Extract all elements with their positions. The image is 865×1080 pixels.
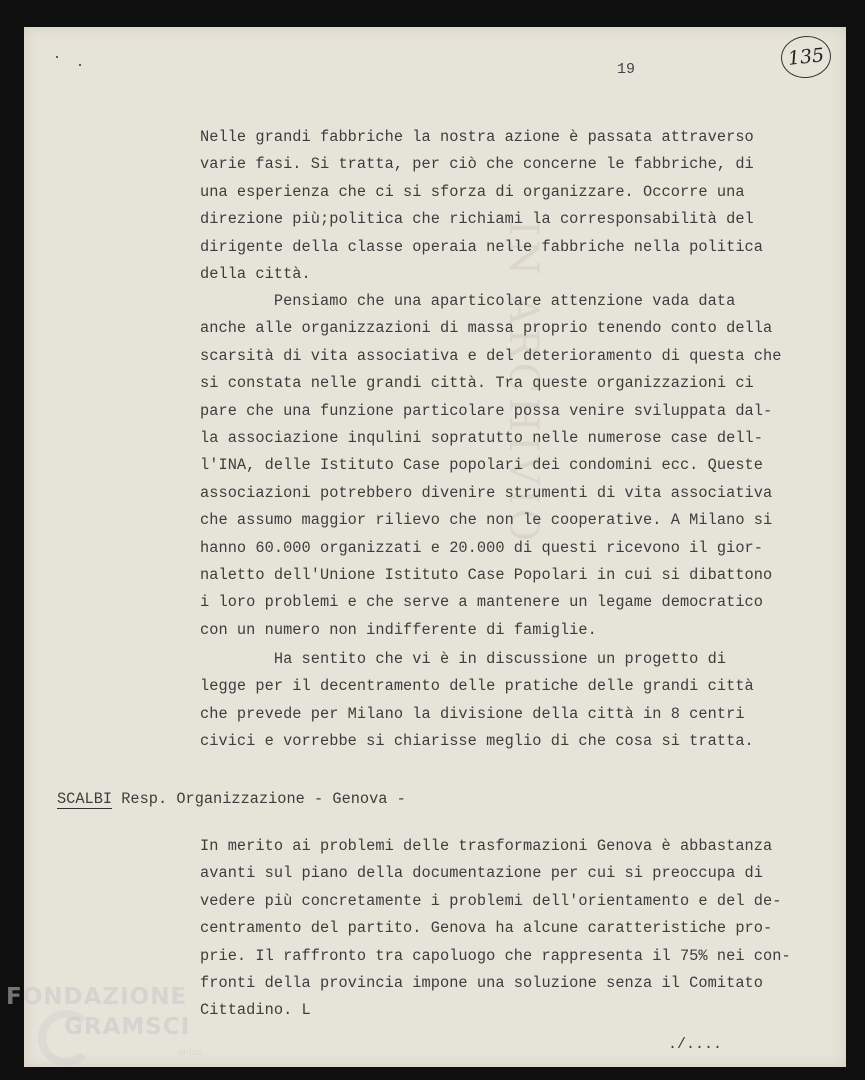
speaker-heading <box>57 790 406 808</box>
paragraph-2: Pensiamo che una aparticolare attenzione vada data anche alle organizzazioni di massa proprio tenendo conto della scarsità di vita associativa e del deterioramento di questa che si constata nelle grandi città. Tra queste organizzazioni ci pare che una funzione particolare possa venire sviluppata dal- la associazione inqulini sopratutto nelle numerose case dell- l'INA, delle Istituto Case popolari dei condomini ecc. Queste associazioni potrebbero divenire strumenti di vita associativa che assumo maggior rilievo che non le cooperative. A Milano si hanno 60.000 organizzati e 20.000 di questi ricevono il gior- naletto dell'Unione Istituto Case Popolari in cui si dibattono i loro problemi e che serve a mantenere un legame democratico con un numero non indifferente di famiglie. <box>200 292 782 639</box>
continuation-mark: ./.... <box>668 1036 723 1053</box>
ink-speck <box>79 64 81 66</box>
speaker-name: SCALBI <box>57 790 113 808</box>
fondazione-gramsci-logo <box>6 984 236 1074</box>
paragraph-1: Nelle grandi fabbriche la nostra azione è passata attraverso varie fasi. Si tratta, per ciò che concerne le fabbriche, di una esperienza che ci si sforza di organizzare. Occorre una direzione più;politica che richiami la corresponsabilità del dirigente della classe operaia nelle fabbriche nella politica della città. <box>200 128 764 284</box>
logo-sub: onlus <box>178 1048 203 1058</box>
logo-line-2: GRAMSCI <box>64 1014 191 1040</box>
speaker-role: Resp. Organizzazione - Genova - <box>112 790 406 808</box>
paragraph-3: Ha sentito che vi è in discussione un progetto di legge per il decentramento delle pratiche delle grandi città che prevede per Milano la divisione della città in 8 centri civici e vorrebbe si chiarisse meglio di che cosa si tratta. <box>200 650 754 751</box>
ink-speck <box>56 56 58 58</box>
archive-watermark: IN ARCHIVIO <box>500 220 546 546</box>
paragraph-4: In merito ai problemi delle trasformazioni Genova è abbastanza avanti sul piano della documentazione per cui si preoccupa di vedere più concretamente i problemi dell'orientamento e del de- centramento del partito. Genova ha alcune caratteristiche pro- prie. Il raffronto tra capoluogo che rappresenta il 75% nei con- fronti della provincia impone una soluzione senza il Comitato Cittadino. L <box>200 837 791 1020</box>
page-number: 19 <box>617 61 636 78</box>
archive-number: 135 <box>779 34 833 81</box>
logo-line-1: FONDAZIONE <box>6 984 188 1010</box>
